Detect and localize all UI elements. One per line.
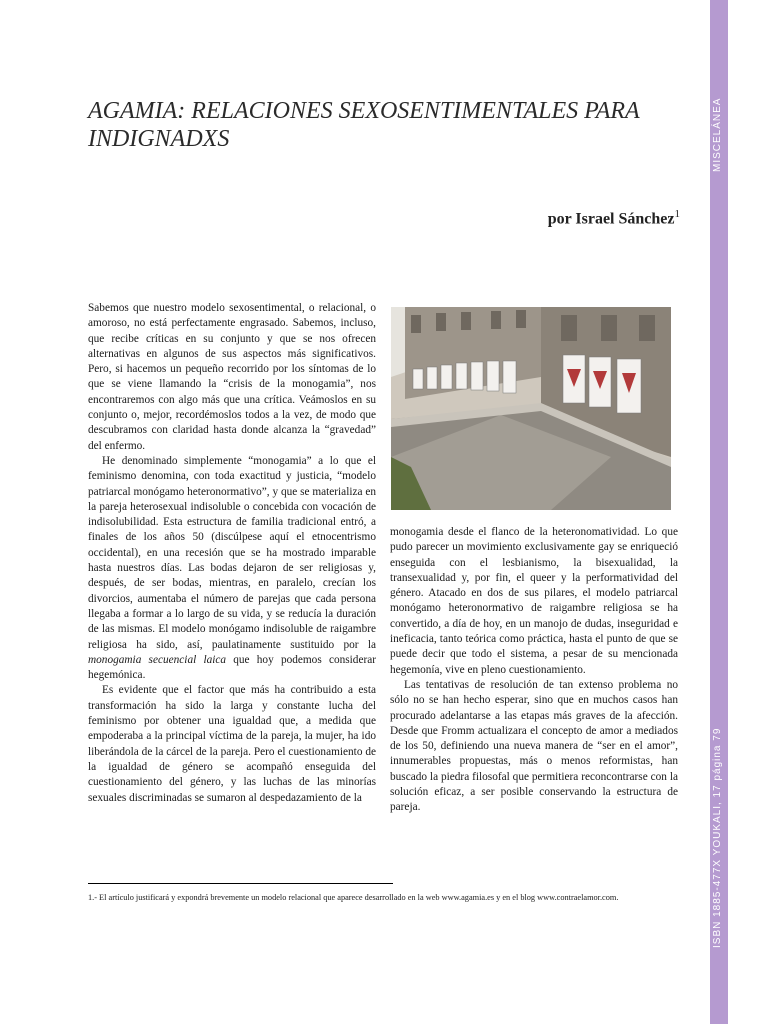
left-column <box>88 301 376 806</box>
footnote-rule <box>88 883 393 884</box>
paragraph: Sabemos que nuestro modelo sexosentimental, o relacional, o amoroso, no está perfectamente engrasado. Sabemos, incluso, que recibe críticas en su conjunto y que se nos ofrecen alternativas en algunos de sus aspectos más significativos. Pero, si hacemos un pequeño recorrido por los síntomas de lo que se viene llamando la “crisis de la monogamia”, nos encontraremos con algo más que una crítica. Veámoslos en su conjunto o, mejor, recordémoslos todos a la vez, de modo que descubramos con claridad hasta donde alcanza la “gravedad” del enfermo. <box>88 302 376 452</box>
right-column <box>390 525 678 816</box>
paragraph: Las tentativas de resolución de tan extenso problema no sólo no se han hecho esperar, sino que en muchos casos han procurado adelantarse a las etapas más graves de la afección. Desde que Fromm actualizara el concepto de amor a mediados de los 50, definiendo una nueva manera de “ser en el amor”, innumerables propuestas, más o menos reformistas, han buscado la piedra filosofal que permitiera reconcontrarse con la solución eficaz, a ser posible conservando la estructura de pareja. <box>390 678 678 814</box>
journal-info: ISBN 1885-477X YOUKALI, 17 página 79 <box>712 727 723 948</box>
section-label: MISCELÁNEA <box>712 97 723 172</box>
paragraph <box>88 454 376 683</box>
article-title: AGAMIA: RELACIONES SEXOSENTIMENTALES PARA INDIGNADXS <box>88 98 640 152</box>
author: por Israel Sánchez <box>547 210 675 228</box>
paragraph: Es evidente que el factor que más ha contribuido a esta transformación ha sido la larga y constante lucha del feminismo por obtener una igualdad que, a medida que empoderaba a la principal víctima de la pareja, la mujer, ha ido liberándola de la cárcel de la pareja. Pero el cuestionamiento de la igualdad de género se acompañó enseguida del cuestionamiento del género, y las luchas de las minorías sexuales discriminadas se sumaron al despedazamiento de la <box>88 684 376 804</box>
paragraph-text: He denominado simplemente “monogamia” a lo que el feminismo denomina, con toda exactitud y justicia, “modelo patriarcal monógamo heteronormativo”, y que se materializa en la pareja heterosexual indisoluble o concebida con vocación de indisolubilidad. Esta estructura de familia tradicional entró, a finales de los años 50 (discúlpese aquí el etnocentrismo occidental), en una recesión que se ha mostrado imparable hasta nuestros días. Las bodas dejaron de ser religiosas y, después, de ser bodas, mientras, en paralelo, crecían los divorcios, aumentaba el número de parejas que cada persona llegaba a formar a lo largo de su vida, y se reducía la duración de las mismas. El modelo monógamo indisoluble de raigambre religiosa ha sido, así, paulatinamente sustituido por la <box>88 454 376 651</box>
street-photo <box>391 307 671 510</box>
footnote-marker: 1 <box>674 208 680 220</box>
paragraph-text: que hoy podemos considerar hegemónica. <box>88 653 376 682</box>
emphasis: monogamia secuencial laica <box>88 653 227 666</box>
paragraph: monogamia desde el flanco de la heteronomatividad. Lo que pudo parecer un movimiento exclusivamente gay se enriqueció enseguida con el lesbianismo, la bisexualidad, la transexualidad y, por fin, el queer y la performatividad del género. Atacado en dos de sus pilares, el modelo patriarcal monógamo heteronormativo de raigambre religiosa se ha convertido, a día de hoy, en un manojo de dudas, inseguridad e ineficacia, tanto teórica como práctica, hasta el punto de que se puede decir que todo el sistema, a pesar de su mencionada hegemonía, vive en pleno cuestionamiento. <box>390 526 678 676</box>
byline <box>548 208 680 228</box>
footnote: 1.- El artículo justificará y expondrá brevemente un modelo relacional que aparece desarrollado en la web www.agamia.es y en el blog www.contraelamor.com. <box>88 893 619 902</box>
